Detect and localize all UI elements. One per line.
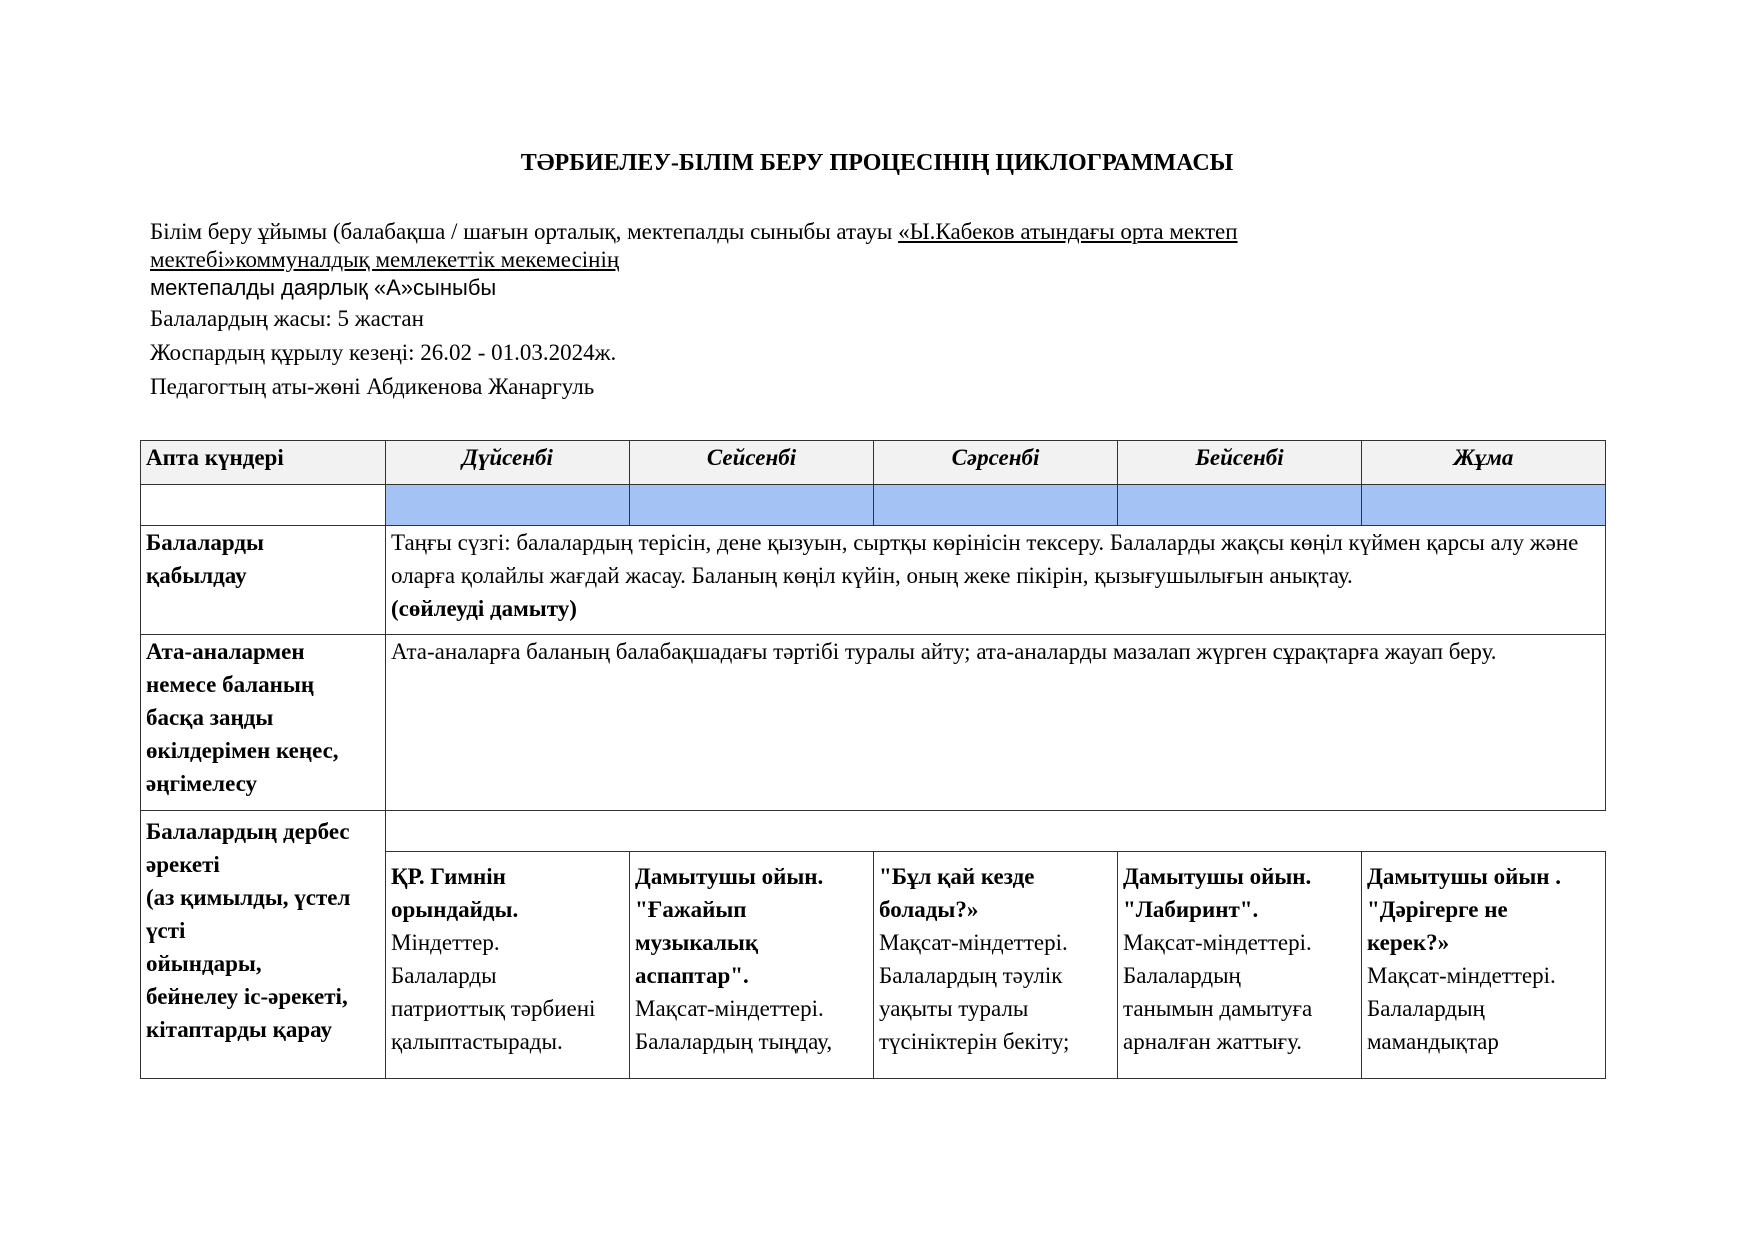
activity-text-line: Мақсат-міндеттері. [635,996,824,1021]
teacher-name: Педагогтың аты-жөні Абдикенова Жанаргуль [150,374,595,399]
activity-cell-friday [1362,852,1606,1079]
parents-label-line: немесе баланың [146,672,315,697]
parents-label [141,635,386,811]
activity-title-line: Дамытушы ойын. [635,864,824,889]
reception-label-line: қабылдау [146,563,247,588]
header-tuesday: Сейсенбі [630,441,874,485]
blue-cell [630,485,874,526]
activity-text-line: арналған жаттығу. [1123,1029,1303,1054]
activity-text-line: Балаларды [391,963,497,988]
activity-title-line: "Бұл қай кезде [879,864,1035,889]
activity-text-line: Міндеттер. [391,930,500,955]
org-prefix: Білім беру ұйымы (балабақша / шағын орталық, мектепалды сыныбы атауы [150,219,899,244]
activity-text-line: Балалардың [1123,963,1241,988]
activity-spacer [386,811,1606,852]
parents-label-line: өкілдерімен кеңес, [146,738,339,763]
header-thursday: Бейсенбі [1118,441,1362,485]
activity-title-line: музыкалық [635,930,759,955]
table-header-row [141,441,1606,485]
activity-text-line: Мақсат-міндеттері. [1123,930,1312,955]
activity-text-line: түсініктерін бекіту; [879,1029,1070,1054]
org-name-part-1: «Ы.Кабеков атындағы орта мектеп [898,219,1238,244]
activity-text-line: Мақсат-міндеттері. [879,930,1068,955]
org-line-1 [150,218,1450,246]
org-line-2 [150,246,1450,274]
reception-label [141,526,386,635]
reception-text-cell [386,526,1606,635]
blue-row [141,485,1606,526]
activity-title-line: орындайды. [391,897,519,922]
activity-text-line: Балалардың тәулік [879,963,1063,988]
activity-label-line: ойындары, [146,951,262,976]
parents-label-line: Ата-аналармен [146,639,305,664]
activity-text-line: мамандықтар [1367,1029,1499,1054]
activity-title-line: ҚР. Гимнін [391,864,506,889]
header-monday: Дүйсенбі [386,441,630,485]
activity-row-top [141,811,1606,852]
org-name-part-2: мектебі»коммуналдық мемлекеттік мекемесінің [150,247,620,272]
activity-title-line: Дамытушы ойын . [1367,864,1562,889]
activity-cell-tuesday [630,852,874,1079]
activity-title-line: "Ғажайып [635,897,747,922]
blue-cell [1362,485,1606,526]
activity-text-line: Мақсат-міндеттері. [1367,963,1556,988]
activity-title-line: болады?» [879,897,979,922]
activity-label-line: кітаптарды қарау [146,1017,332,1042]
activity-text-line: уақыты туралы [879,996,1029,1021]
reception-row [141,526,1606,635]
activity-title-line: Дамытушы ойын. [1123,864,1312,889]
reception-note: (сөйлеуді дамыту) [391,596,577,621]
reception-label-line: Балаларды [146,530,264,555]
parents-row [141,635,1606,811]
activity-title-line: керек?» [1367,930,1450,955]
activity-label-line: Балалардың дербес [146,819,350,844]
blue-cell [1118,485,1362,526]
activity-cell-thursday [1118,852,1362,1079]
header-wednesday: Сәрсенбі [874,441,1118,485]
activity-label-line: әрекеті [146,852,220,877]
activity-text-line: патриоттық тәрбиені [391,996,596,1021]
blue-row-label [141,485,386,526]
activity-cell-wednesday [874,852,1118,1079]
activity-label-line: (аз қимылды, үстел [146,885,351,910]
activity-label-line: үсті [146,918,186,943]
parents-text: Ата-аналарға баланың балабақшадағы тәртібі туралы айту; ата-аналарды мазалап жүрген сұрақтарға жауап беру. [386,635,1606,811]
parents-label-line: басқа заңды [146,705,274,730]
activity-title-line: аспаптар". [635,963,749,988]
activity-text-line: Балалардың [1367,996,1485,1021]
parents-label-line: әңгімелесу [146,771,257,796]
blue-cell [874,485,1118,526]
activity-title-line: "Дәрігерге не [1367,897,1508,922]
activity-text-line: Балалардың тыңдау, [635,1029,833,1054]
activity-label [141,811,386,1079]
activity-label-line: бейнелеу іс-әрекеті, [146,984,348,1009]
plan-period: Жоспардың құрылу кезеңі: 26.02 - 01.03.2024ж. [150,340,617,365]
activity-cell-monday [386,852,630,1079]
activity-title-line: "Лабиринт". [1123,897,1259,922]
page-title: ТӘРБИЕЛЕУ-БІЛІМ БЕРУ ПРОЦЕСІНІҢ ЦИКЛОГРАММАСЫ [520,150,1234,176]
header-friday: Жұма [1362,441,1606,485]
activity-text-line: танымын дамытуға [1123,996,1313,1021]
children-age: Балалардың жасы: 5 жастан [150,306,424,331]
info-block [150,218,1450,404]
blue-cell [386,485,630,526]
cyclogram-table [140,440,1606,1079]
class-name: мектепалды даярлық «А»сыныбы [150,275,497,300]
activity-text-line: қалыптастырады. [391,1029,563,1054]
reception-text: Таңғы сүзгі: балалардың терісін, дене қызуын, сыртқы көрінісін тексеру. Балаларды жақсы көңіл күймен қарсы алу және оларға қолайлы жағдай жасау. Баланың көңіл күйін, оның жеке пікірін, қызығушылығын анықтау. [391,530,1579,588]
header-week-days: Апта күндері [141,441,386,485]
